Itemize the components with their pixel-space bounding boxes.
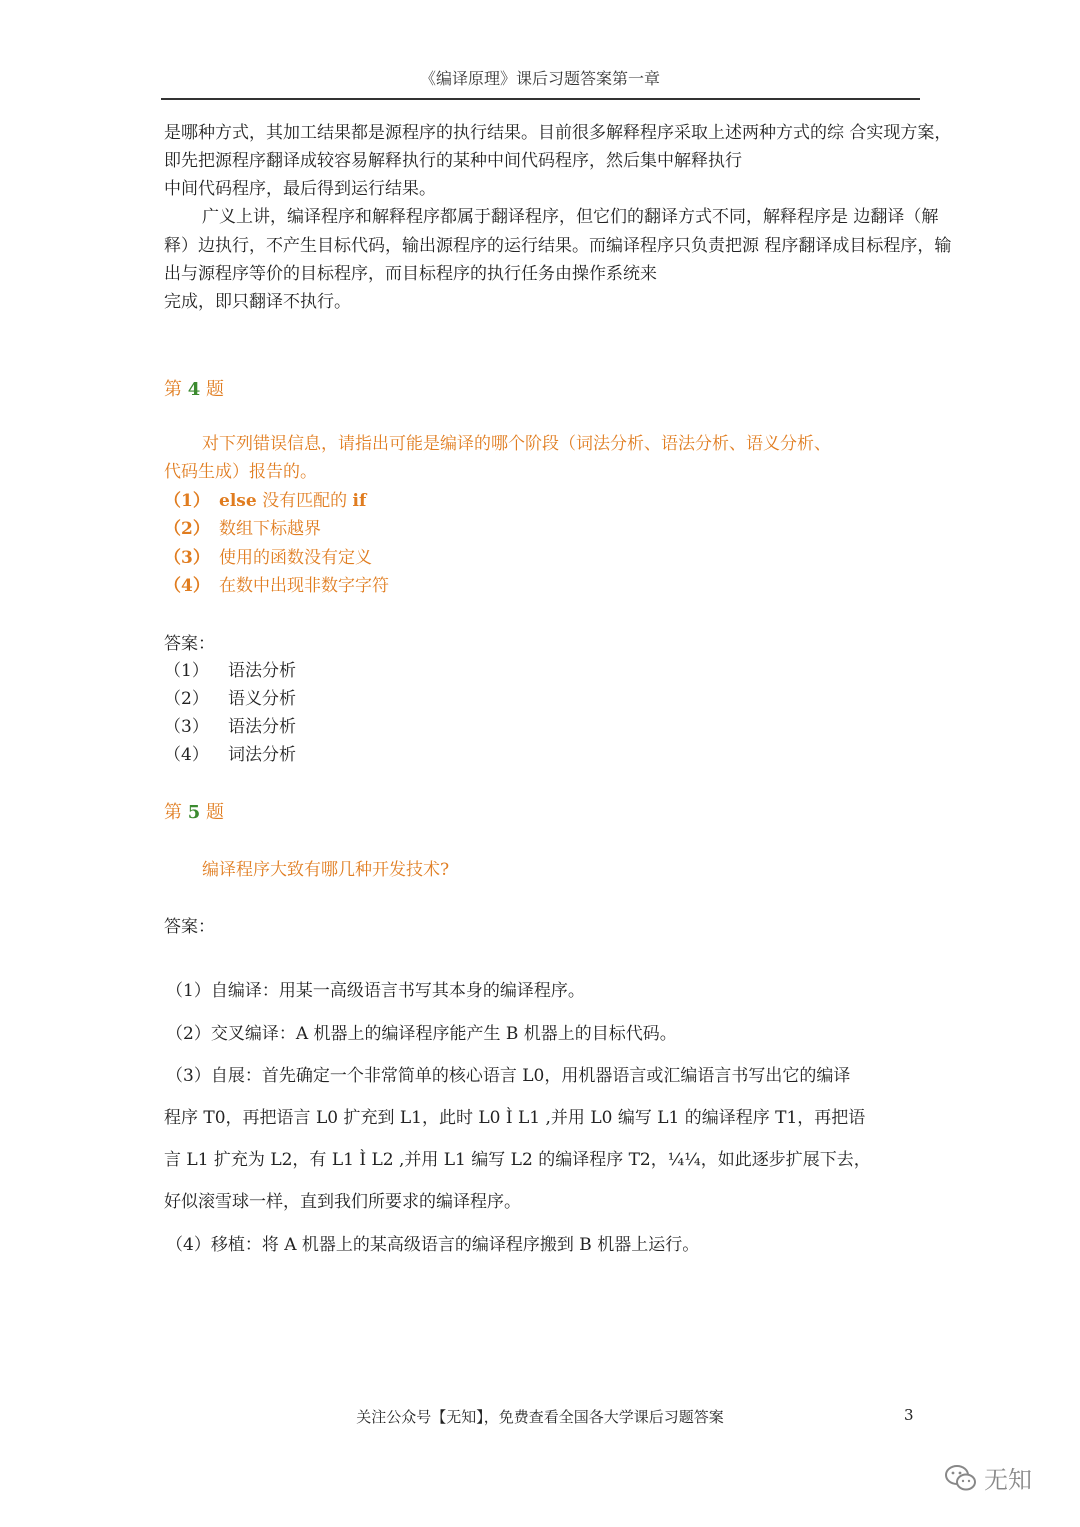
intro-line: 是哪种方式，其加工结果都是源程序的执行结果。目前很多解释程序采取上述两种方式的综 合实现方案， — [164, 123, 952, 143]
q4-answer-text: 语法分析 — [228, 717, 296, 737]
q4-item — [164, 572, 389, 600]
q5-heading — [164, 799, 224, 827]
q4-heading-suffix: 题 — [206, 379, 224, 400]
q4-question-line: 代码生成）报告的。 — [164, 462, 317, 482]
q5-answer-line: （4）移植：将 A 机器上的某高级语言的编译程序搬到 B 机器上运行。 — [166, 1235, 700, 1255]
q4-item — [164, 487, 366, 515]
watermark-text: 无知 — [984, 1466, 1032, 1494]
q4-answer-label: 答案： — [164, 634, 215, 654]
q4-answer-text: 词法分析 — [228, 745, 296, 765]
q5-answer-line: （1）自编译：用某一高级语言书写其本身的编译程序。 — [166, 981, 585, 1001]
wechat-icon — [944, 1463, 978, 1493]
q5-answer-line: （3）自展：首先确定一个非常简单的核心语言 L0，用机器语言或汇编语言书写出它的编译 — [166, 1066, 851, 1086]
q4-answer — [164, 657, 296, 685]
q4-item-keyword: if — [352, 491, 367, 511]
intro-line: 中间代码程序，最后得到运行结果。 — [164, 179, 436, 199]
q4-heading-prefix: 第 — [164, 379, 182, 400]
q4-answer — [164, 741, 296, 769]
q4-heading — [164, 376, 224, 404]
q4-item-text: 没有匹配的 — [256, 491, 353, 511]
q5-heading-num: 5 — [187, 802, 201, 823]
intro-line: 完成，即只翻译不执行。 — [164, 292, 351, 312]
q4-answer-num: （2） — [164, 689, 209, 709]
q4-item — [164, 544, 372, 572]
intro-line: 释）边执行，不产生目标代码，输出源程序的运行结果。而编译程序只负责把源 程序翻译成目标程序，输 — [164, 236, 952, 256]
q5-question: 编译程序大致有哪几种开发技术? — [202, 860, 450, 880]
q5-answer-line: 言 L1 扩充为 L2，有 L1 Ì L2 ,并用 L1 编写 L2 的编译程序 T2，¼¼，如此逐步扩展下去， — [164, 1150, 871, 1170]
q4-item-num: （1） — [164, 491, 210, 511]
q5-answer-line: 程序 T0，再把语言 L0 扩充到 L1，此时 L0 Ì L1 ,并用 L0 编写 L1 的编译程序 T1，再把语 — [164, 1108, 866, 1128]
q4-answer — [164, 685, 296, 713]
header-rule — [161, 98, 920, 100]
page-number: 3 — [904, 1406, 914, 1424]
q5-heading-suffix: 题 — [206, 802, 224, 823]
intro-line: 即先把源程序翻译成较容易解释执行的某种中间代码程序，然后集中解释执行 — [164, 151, 742, 171]
page-header-title: 《编译原理》课后习题答案第一章 — [419, 69, 660, 88]
q4-item — [164, 515, 321, 543]
intro-line: 广义上讲，编译程序和解释程序都属于翻译程序，但它们的翻译方式不同，解释程序是 边翻译（解 — [202, 207, 939, 227]
q4-item-text: 在数中出现非数字字符 — [219, 576, 389, 596]
q4-item-text: 数组下标越界 — [219, 519, 321, 539]
q4-item-keyword: else — [219, 491, 257, 511]
q4-item-num: （4） — [164, 576, 210, 596]
q4-answer-num: （4） — [164, 745, 209, 765]
q4-answer — [164, 713, 296, 741]
watermark — [944, 1460, 1032, 1495]
q4-answer-num: （1） — [164, 661, 209, 681]
q5-answer-line: 好似滚雪球一样，直到我们所要求的编译程序。 — [164, 1192, 521, 1212]
q4-item-num: （3） — [164, 548, 210, 568]
q5-answer-label: 答案： — [164, 917, 215, 937]
q4-item-text: 使用的函数没有定义 — [219, 548, 372, 568]
intro-line: 出与源程序等价的目标程序，而目标程序的执行任务由操作系统来 — [164, 264, 657, 284]
q4-heading-num: 4 — [187, 379, 201, 400]
q4-item-num: （2） — [164, 519, 210, 539]
q4-question-line: 对下列错误信息，请指出可能是编译的哪个阶段（词法分析、语法分析、语义分析、 — [202, 434, 831, 454]
q5-heading-prefix: 第 — [164, 802, 182, 823]
q4-answer-text: 语义分析 — [228, 689, 296, 709]
page-footer-text: 关注公众号【无知】，免费查看全国各大学课后习题答案 — [356, 1408, 724, 1426]
q4-answer-num: （3） — [164, 717, 209, 737]
q4-answer-text: 语法分析 — [228, 661, 296, 681]
q5-answer-line: （2）交叉编译：A 机器上的编译程序能产生 B 机器上的目标代码。 — [166, 1024, 677, 1044]
